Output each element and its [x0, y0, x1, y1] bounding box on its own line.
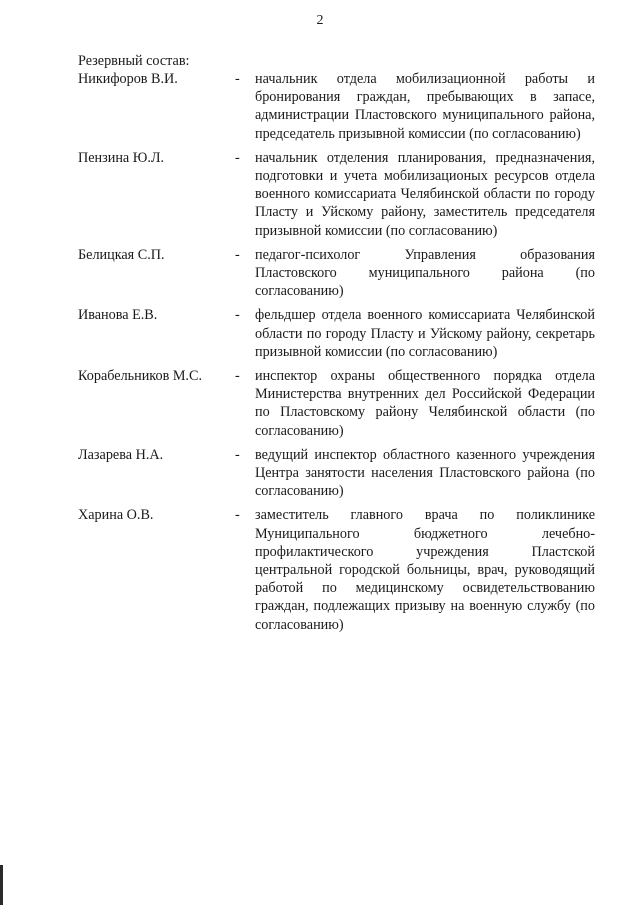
- member-dash: -: [235, 149, 240, 166]
- member-role: фельдшер отдела военного комиссариата Челябинской области по городу Пласту и Уйскому району, секретарь призывной комиссии (по согласованию): [255, 307, 595, 360]
- scan-edge-mark: [0, 865, 3, 905]
- member-dash: -: [235, 71, 240, 87]
- member-role: ведущий инспектор областного казенного учреждения Центра занятости населения Пластовского района (по согласованию): [255, 446, 595, 500]
- member-dash: -: [235, 368, 240, 385]
- member-name: Никифоров В.И.: [78, 71, 178, 87]
- member-role: педагог-психолог Управления образования Пластовского муниципального района (по согласованию): [255, 246, 595, 300]
- member-row: [0, 70, 640, 143]
- member-name: Белицкая С.П.: [78, 246, 165, 263]
- member-role: начальник отдела мобилизационной работы и бронирования граждан, пребывающих в запасе, администрации Пластовского муниципального района, председатель призывной комиссии (по согласованию): [255, 71, 595, 142]
- member-name: Иванова Е.В.: [78, 307, 158, 324]
- member-dash: -: [235, 446, 240, 463]
- member-list: [0, 70, 640, 640]
- member-row: [0, 306, 640, 361]
- member-row: [0, 149, 640, 240]
- member-dash: -: [235, 507, 240, 524]
- member-role: инспектор охраны общественного порядка отдела Министерства внутренних дел Российской Федерации по Пластовскому району Челябинской области (по согласованию): [255, 368, 595, 439]
- member-name: Лазарева Н.А.: [78, 446, 164, 463]
- member-role: заместитель главного врача по поликлинике Муниципального бюджетного лечебно-профилактического учреждения Пластской центральной городской больницы, врач, руководящий работой по медицинскому освидетельствованию граждан, подлежащих призыву на военную службу (по согласованию): [255, 507, 595, 633]
- member-dash: -: [235, 307, 240, 324]
- member-row: [0, 367, 640, 440]
- member-row: [0, 246, 640, 301]
- member-name: Пензина Ю.Л.: [78, 149, 165, 166]
- member-dash: -: [235, 246, 240, 263]
- member-role: начальник отделения планирования, предназначения, подготовки и учета мобилизационых ресурсов отдела военного комиссариата Челябинской области по городу Пласту и Уйскому району, заместитель председателя призывной комиссии (по согласованию): [255, 149, 595, 239]
- page-number: 2: [316, 13, 324, 28]
- member-row: [0, 506, 640, 633]
- member-row: [0, 446, 640, 501]
- member-name: Корабельников М.С.: [78, 368, 202, 385]
- member-name: Харина О.В.: [78, 507, 154, 524]
- section-heading: Резервный состав:: [78, 53, 190, 69]
